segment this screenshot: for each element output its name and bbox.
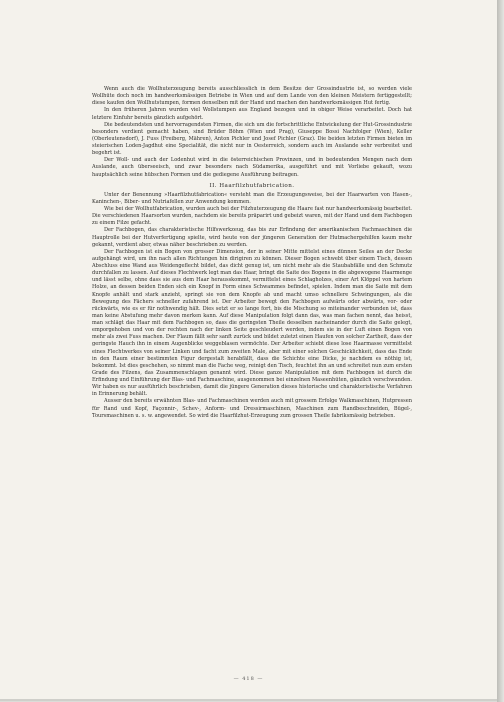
paragraph: Der Fachbogen, das charakteristische Hilfswerkzeug, das bis zur Erfindung der amerikanischen Fachmaschinen die Hauptrolle bei der Hutverfertigung spielte, wird heute von der jüngeren Generation der Hutmachergehilfen kaum mehr gekannt, verdient aber, etwas näher beschrieben zu werden. <box>92 227 412 248</box>
paragraph: Wie bei der Wollhutfabrication, wurden auch bei der Filzhuterzeugung die Haare fast nur handwerksmässig bearbeitet. Die verschiedenen Haarsorten wurden, nachdem sie bereits präparirt und gebeizt waren, mit der Hand und dem Fachbogen zu einem Filze gefacht. <box>92 206 412 227</box>
section-heading: II. Haarfilzhutfabrication. <box>209 182 295 189</box>
paragraph: Unter der Benennung »Haarfilzhutfabrication« versteht man die Erzeugungsweise, bei der Haarwarten von Hasen-, Kaninchen-, Biber- und Nutriafellen zur Anwendung kommen. <box>92 191 412 205</box>
page-edge <box>497 0 504 702</box>
paragraph: Der Woll- und auch der Lodenhut wird in die österreichischen Provinzen, und in bedeutenden Mengen nach dem Auslande, auch überseeisch, und zwar besonders nach Südamerika, ausgeführt und mit Vorliebe gekauft, wozu hauptsächlich seine hübschen Formen und die gediegene Ausführung beitragen. <box>92 157 412 178</box>
paragraph: Der Fachbogen ist ein Bogen von grosser Dimension, der in seiner Mitte mittelst eines dünnen Seiles an der Decke aufgehängt wird, um ihn nach allen Richtungen hin dirigiren zu können. Dieser Bogen schwebt über einem Tisch, dessen Abschluss eine Wand aus Weidengeflecht bildet, das dicht genug ist, um nicht mehr als die Staubabfälle und den Schmutz durchfallen zu lassen. Auf dieses Flechtwerk legt man das Haar, bringt die Saite des Bogens in die abgewogene Haarmenge und lässt selbe, ohne dass sie aus dem Haar herausskommt, vermittelst eines Schlagholzes, einer Art Klöppel von hartem Holze, an dessen beiden Enden sich ein Knopf in Form eines Schwammes befindet, spielen. Indem man die Saite mit dem Knopfe anhält und stark anzieht, springt sie von dem Knopfe ab und macht umso schnellere Schwingungen, als die Bewegung des Fächers schneller zufahrend ist. Der Arbeiter bewegt den Fachbogen aufwärts oder abwärts, vor- oder rückwärts, wie es er für nothwendig hält. Dies setzt er so lange fort, bis die Mischung so miteinander verbunden ist, dass man keine Abstufung mehr davon merken kann. Auf diese Manipulation folgt dann das, was man fachen nennt, das heisst, man schlägt das Haar mit dem Fachbogen so, dass die geringsten Theile desselben nacheinander durch die Saite gelegt, emporgehoben und von der rechten nach der linken Seite geschleudert werden, indem sie in der Luft einen Bogen von mehr als zwei Fuss machen. Der Flaum fällt sehr sanft zurück und bildet zuletzt einen Haufen von solcher Zartheit, dass der geringste Hauch ihn in einem Augenblicke weggeblasen vermöchte. Der Arbeiter schiebt diese lose Haarmasse vermittelst eines Flechtwerkes von seiner Linken und facht zum zweiten Male, aber mit einer solchen Geschicklichkeit, dass das Ende in den Raum einer bestimmten Figur dergestalt herabfällt, dass die Schichte eine Dicke, je nachdem es nöthig ist, bekommt. Ist dies geschehen, so nimmt man die Fache weg, reinigt den Tisch, feuchtet ihn an und schreitet nun zum ersten Grade des Filzens, das Zusammenschlagen genannt wird. Diese ganze Manipulation mit dem Fachbogen ist durch die Erfindung und Einführung der Blas- und Fachmaschine, ausgenommen bei einzelnen Maseenhüten, gänzlich verschwunden. Wir haben es nur ausführlich beschrieben, damit die jüngere Generation dieses historische und charakteristische Verfahren in Erinnerung behält. <box>92 248 413 398</box>
paragraph: In den früheren Jahren wurden viel Wollstumpen aus England bezogen und in obiger Weise verarbeitet. Doch hat letztere Einfuhr bereits gänzlich aufgehört. <box>92 107 412 121</box>
body-text <box>92 86 412 420</box>
paragraph: Die bedeutendsten und hervorragendsten Firmen, die sich um die fortschrittliche Entwickelung der Hut-Grossindustrie besonders verdient gemacht haben, sind Brüder Böhm (Wien und Prag), Giuseppe Bossi Nachfolger (Wien), Keller (Oberleutensdorf), J. Fuss (Freiberg, Mähren), Anton Pichler und Josef Pichler (Graz). Die beiden letzten Firmen bieten im steierischen Loden-Jagdhut eine Specialität, die nicht nur in Oesterreich, sondern auch im Auslande sehr verbreitet und begehrt ist. <box>92 121 412 157</box>
paragraph: Ausser den bereits erwähnten Blas- und Fachmaschinen werden auch mit grossem Erfolge Walkmaschinen, Hutpressen für Rand und Kopf, Façonnir-, Schev-, Anform- und Dressirmaschinen, Maschinen zum Randbeschneiden, Bügel-, Toursmaschinen u. s. w. angewendet. So wird die Haarfilzhut-Erzeugung zum grossen Theile fabriksmässig betrieben. <box>92 398 412 419</box>
page-number: — 418 — <box>233 676 264 682</box>
paragraph: Wenn auch die Wollhuterzeugung bereits ausschliesslich in dem Besitze der Grossindustrie ist, so werden viele Wollhüte doch noch im handwerksmässigen Betriebe in Wien und auf dem Lande von den kleinen Meistern fertiggestellt; diese kaufen den Wollhutstumpen, formen denselben mit der Hand und machen den handwerksmässigen Hut fertig. <box>92 86 412 107</box>
